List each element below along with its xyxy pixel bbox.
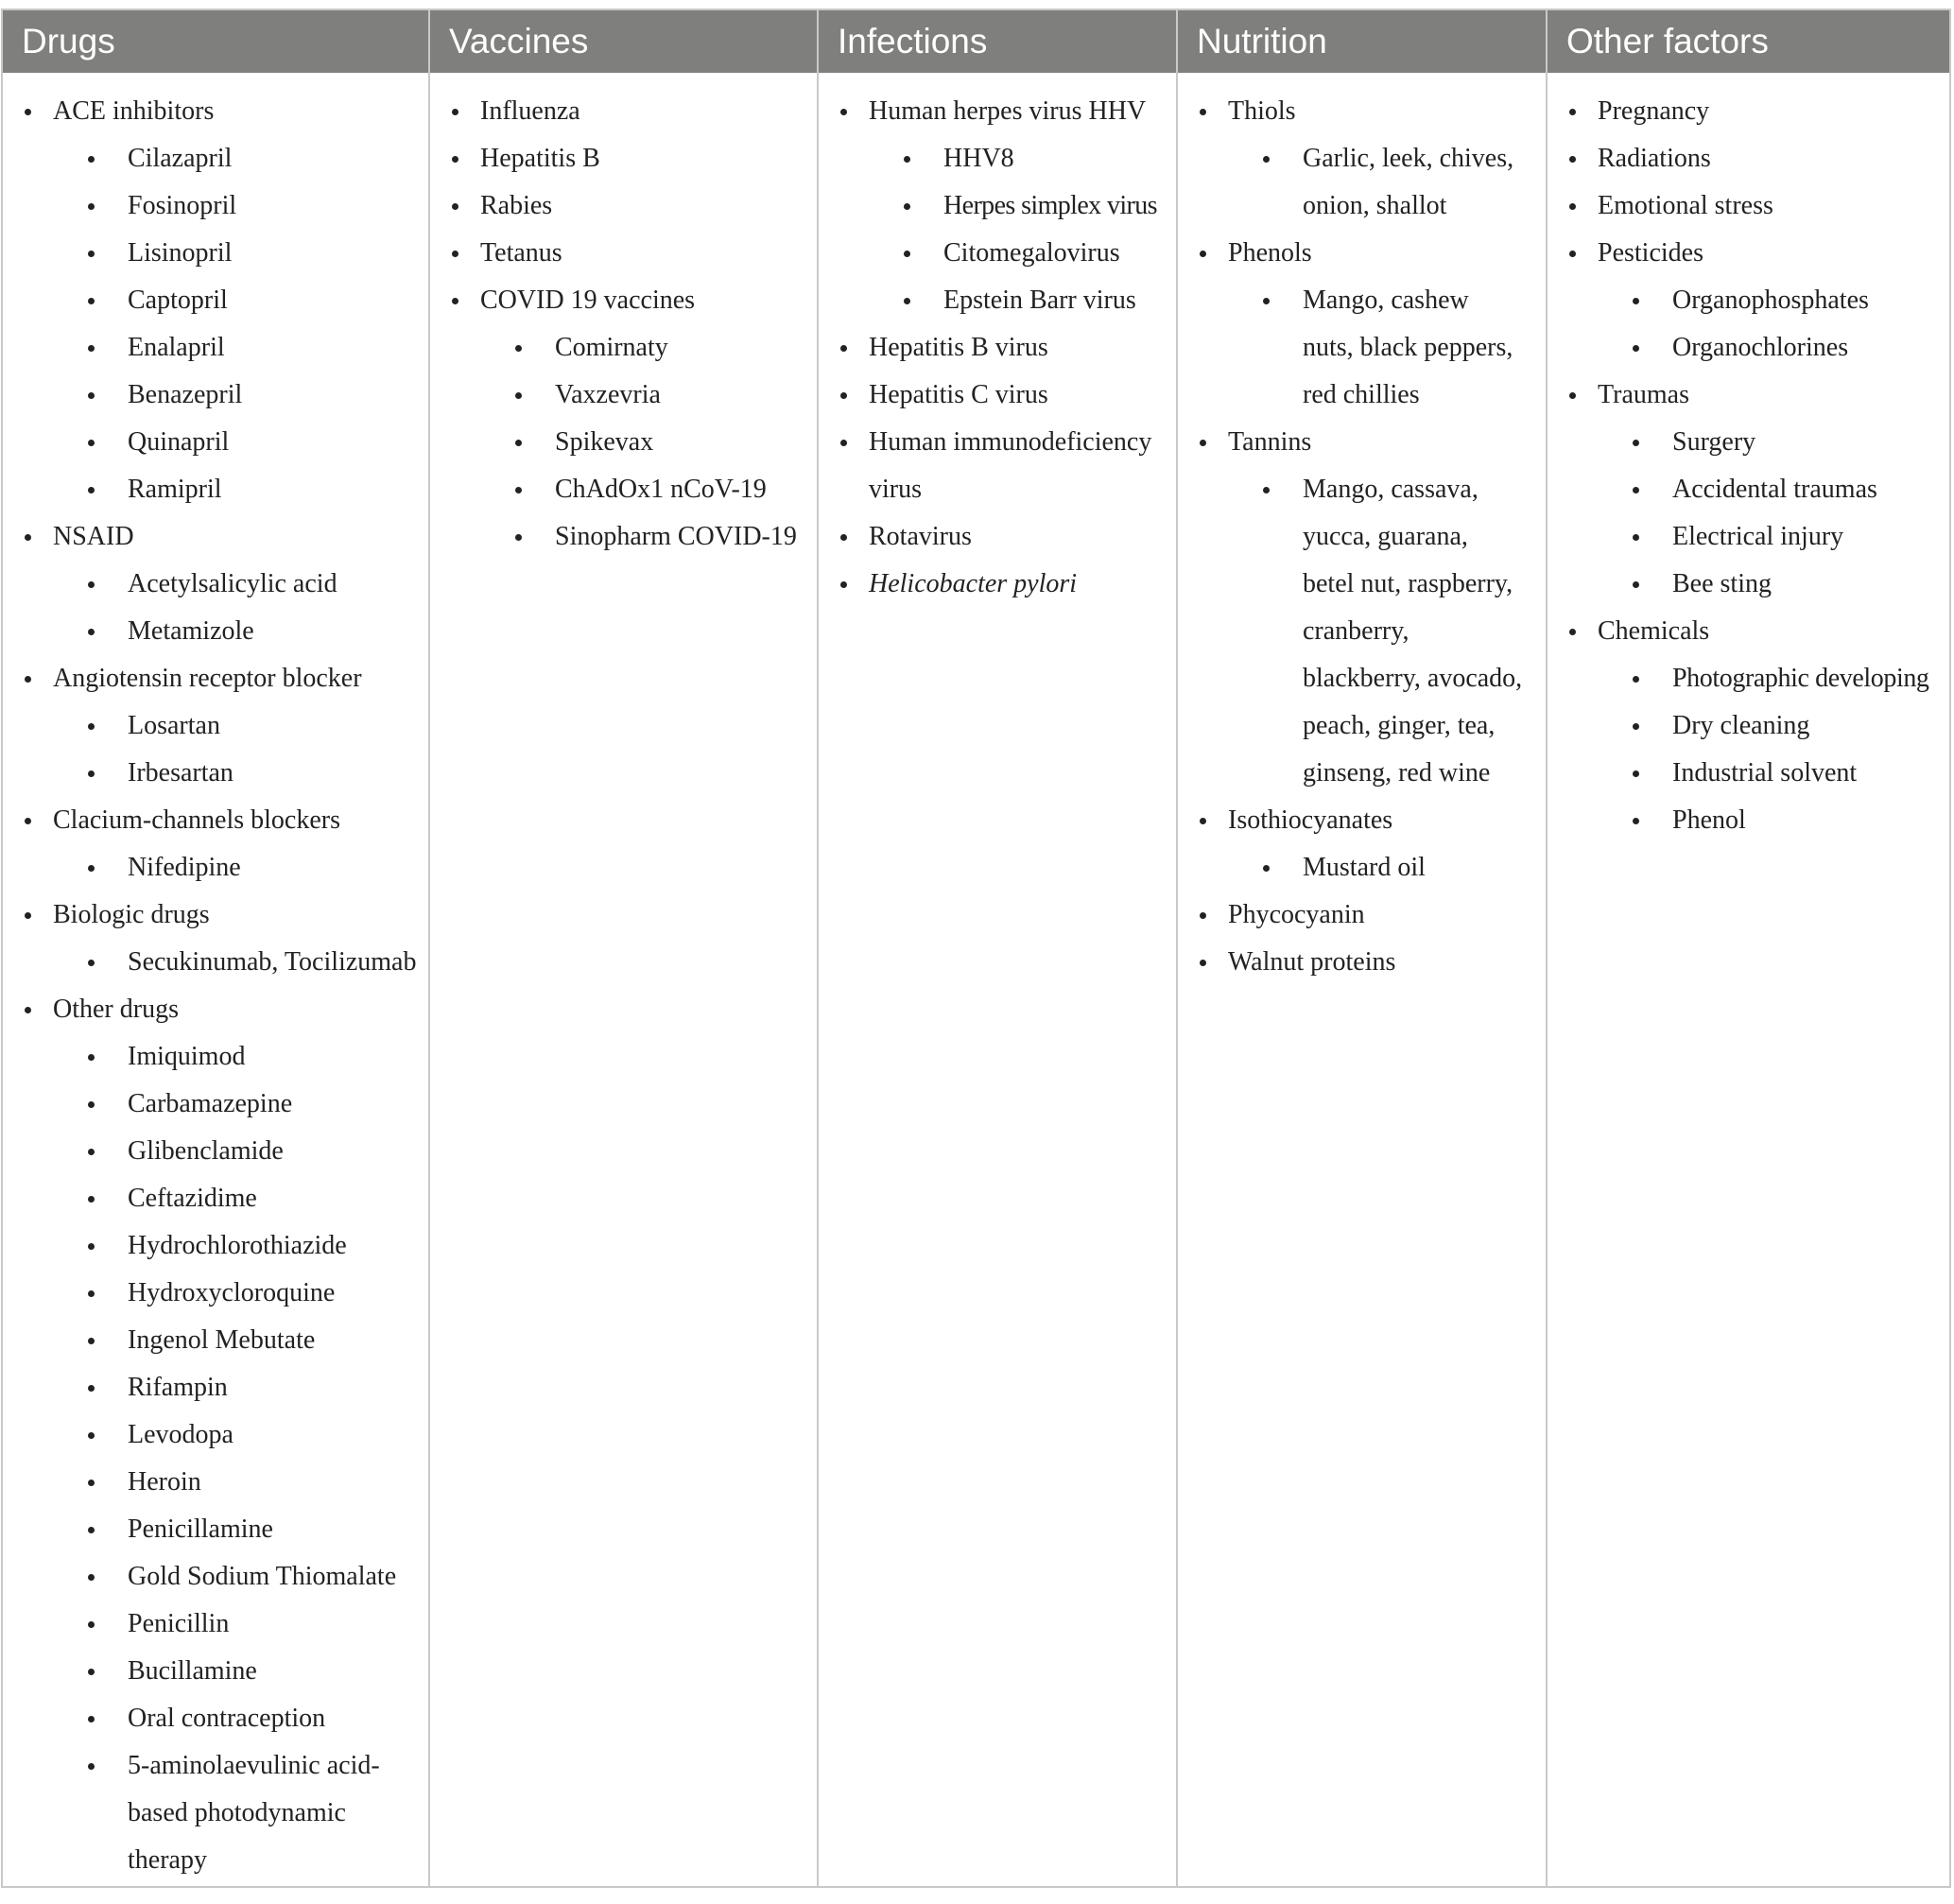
list-item: Mango, cassava, yucca, guarana, betel nut, raspberry, cranberry, blackberry, avocado, peach, ginger, tea, ginseng, red wine xyxy=(1178,466,1525,797)
list-item: Hepatitis B xyxy=(430,135,817,182)
list-item: Rifampin xyxy=(3,1364,428,1411)
list-item: ChAdOx1 nCoV-19 xyxy=(430,466,817,513)
list-item: Phycocyanin xyxy=(1178,891,1546,939)
list-item: Garlic, leek, chives, onion, shallot xyxy=(1178,135,1520,230)
list-item: Benazepril xyxy=(3,372,428,419)
list-item: Lisinopril xyxy=(3,230,428,277)
list-item: Hydrochlorothiazide xyxy=(3,1222,428,1270)
list-item: Glibenclamide xyxy=(3,1128,428,1175)
list-item: Isothiocyanates xyxy=(1178,797,1546,844)
list-item: Comirnaty xyxy=(430,324,817,372)
list-item: Metamizole xyxy=(3,608,428,655)
infections-list xyxy=(819,88,1176,608)
list-item: Bucillamine xyxy=(3,1648,428,1695)
list-item: Carbamazepine xyxy=(3,1081,428,1128)
list-item: Dry cleaning xyxy=(1548,702,1949,750)
list-item: Sinopharm COVID-19 xyxy=(430,513,817,561)
list-item: Tetanus xyxy=(430,230,817,277)
list-item: Rotavirus xyxy=(819,513,1176,561)
list-item: Citomegalovirus xyxy=(819,230,1176,277)
list-item: Helicobacter pylori xyxy=(819,561,1176,608)
list-item: Emotional stress xyxy=(1548,182,1949,230)
list-item: Nifedipine xyxy=(3,844,428,891)
list-item: COVID 19 vaccines xyxy=(430,277,817,324)
list-item: Mustard oil xyxy=(1178,844,1546,891)
list-item: Hepatitis B virus xyxy=(819,324,1176,372)
list-item: Penicillin xyxy=(3,1601,428,1648)
list-item: Industrial solvent xyxy=(1548,750,1949,797)
list-item: ACE inhibitors xyxy=(3,88,428,135)
other-factors-list xyxy=(1548,88,1949,844)
list-item: Angiotensin receptor blocker xyxy=(3,655,428,702)
list-item: Chemicals xyxy=(1548,608,1949,655)
header-other-factors: Other factors xyxy=(1548,10,1949,73)
list-item: Electrical injury xyxy=(1548,513,1949,561)
triggers-table xyxy=(1,9,1951,1888)
column-infections xyxy=(819,73,1178,1886)
list-item: Clacium-channels blockers xyxy=(3,797,428,844)
list-item: Secukinumab, Tocilizumab xyxy=(3,939,428,986)
list-item: Human herpes virus HHV xyxy=(819,88,1176,135)
list-item: Acetylsalicylic acid xyxy=(3,561,428,608)
column-vaccines xyxy=(430,73,819,1886)
nutrition-list xyxy=(1178,88,1546,986)
list-item: Walnut proteins xyxy=(1178,939,1546,986)
list-item: NSAID xyxy=(3,513,428,561)
header-vaccines: Vaccines xyxy=(430,10,819,73)
list-item: HHV8 xyxy=(819,135,1176,182)
list-item: Penicillamine xyxy=(3,1506,428,1553)
column-other-factors xyxy=(1548,73,1949,1886)
list-item: Levodopa xyxy=(3,1411,428,1459)
list-item: Other drugs xyxy=(3,986,428,1033)
list-item: Phenols xyxy=(1178,230,1546,277)
list-item: Pesticides xyxy=(1548,230,1949,277)
list-item: Cilazapril xyxy=(3,135,428,182)
list-item: Pregnancy xyxy=(1548,88,1949,135)
list-item: Organochlorines xyxy=(1548,324,1949,372)
column-nutrition xyxy=(1178,73,1548,1886)
list-item: Ingenol Mebutate xyxy=(3,1317,428,1364)
list-item: Epstein Barr virus xyxy=(819,277,1176,324)
list-item: Enalapril xyxy=(3,324,428,372)
list-item: Bee sting xyxy=(1548,561,1949,608)
list-item: Hepatitis C virus xyxy=(819,372,1176,419)
list-item: Ramipril xyxy=(3,466,428,513)
vaccines-list xyxy=(430,88,817,561)
list-item: Phenol xyxy=(1548,797,1949,844)
list-item: Radiations xyxy=(1548,135,1949,182)
list-item: Traumas xyxy=(1548,372,1949,419)
list-item: Captopril xyxy=(3,277,428,324)
list-item: Human immunodeficiency virus xyxy=(819,419,1152,513)
list-item: Organophosphates xyxy=(1548,277,1949,324)
list-item: Oral contraception xyxy=(3,1695,428,1742)
list-item: Mango, cashew nuts, black peppers, red chillies xyxy=(1178,277,1520,419)
header-drugs: Drugs xyxy=(3,10,430,73)
list-item: Losartan xyxy=(3,702,428,750)
list-item: Vaxzevria xyxy=(430,372,817,419)
list-item: Ceftazidime xyxy=(3,1175,428,1222)
list-item: Surgery xyxy=(1548,419,1949,466)
list-item: Thiols xyxy=(1178,88,1546,135)
column-drugs xyxy=(3,73,430,1886)
list-item: Imiquimod xyxy=(3,1033,428,1081)
list-item: Herpes simplex virus xyxy=(819,182,1176,230)
list-item: Hydroxycloroquine xyxy=(3,1270,428,1317)
drugs-list xyxy=(3,88,428,1884)
list-item: Quinapril xyxy=(3,419,428,466)
list-item: Rabies xyxy=(430,182,817,230)
list-item: Accidental traumas xyxy=(1548,466,1949,513)
list-item: Gold Sodium Thiomalate xyxy=(3,1553,428,1601)
header-nutrition: Nutrition xyxy=(1178,10,1548,73)
list-item: Influenza xyxy=(430,88,817,135)
list-item: Spikevax xyxy=(430,419,817,466)
list-item: Heroin xyxy=(3,1459,428,1506)
list-item: Irbesartan xyxy=(3,750,428,797)
header-infections: Infections xyxy=(819,10,1178,73)
list-item: Biologic drugs xyxy=(3,891,428,939)
list-item: Fosinopril xyxy=(3,182,428,230)
list-item: Tannins xyxy=(1178,419,1546,466)
list-item: Photographic developing xyxy=(1548,655,1949,702)
list-item: 5-aminolaevulinic acid-based photodynamic therapy xyxy=(3,1742,402,1884)
